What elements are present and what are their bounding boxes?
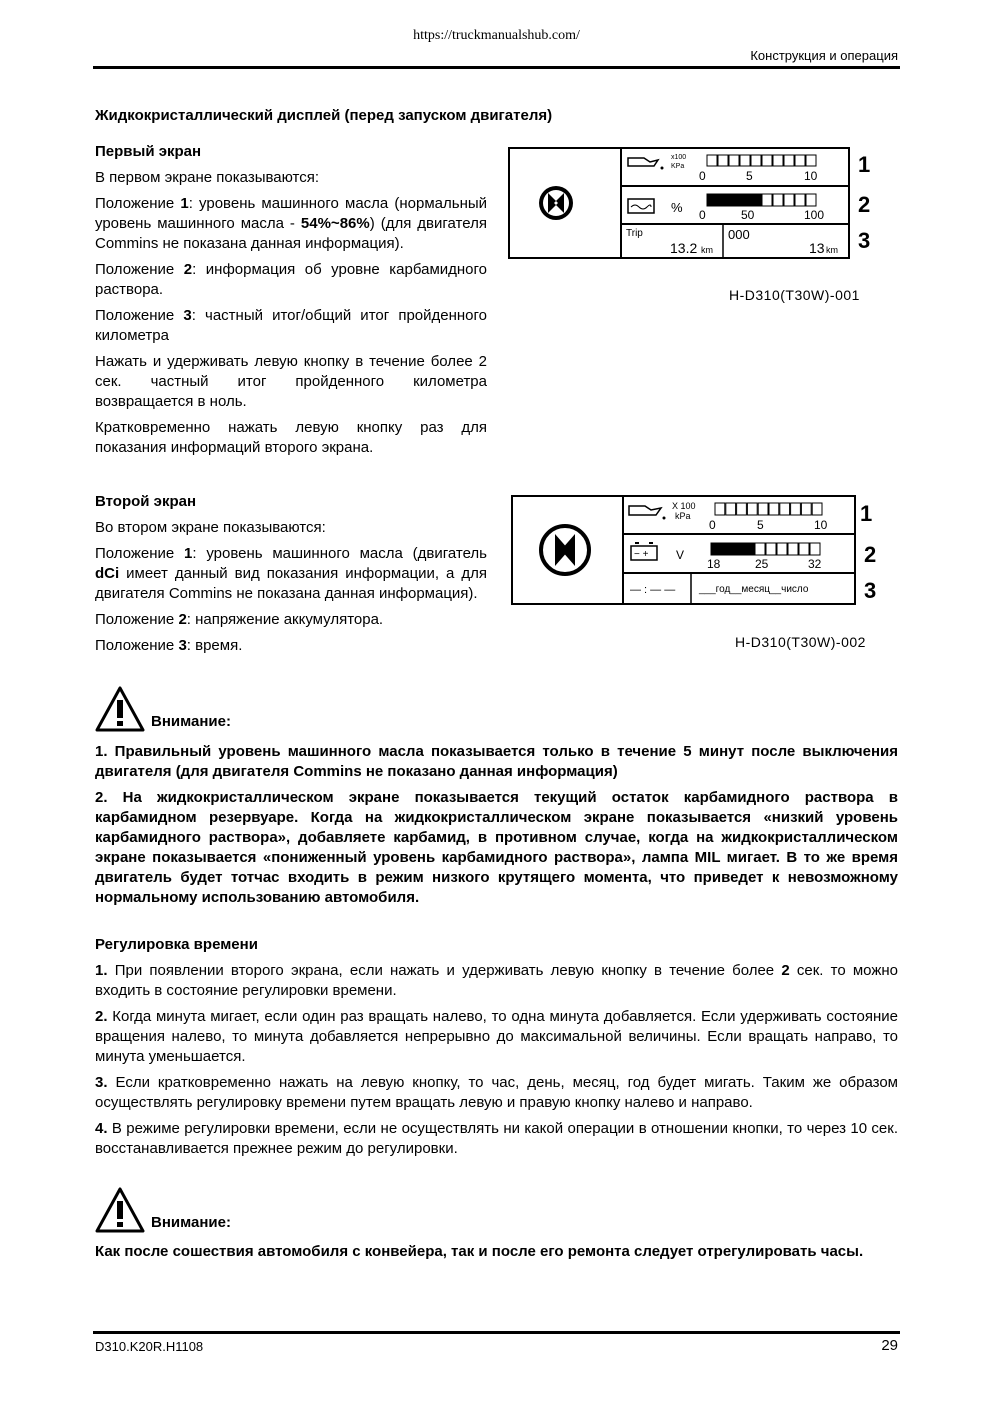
screen1-pos2: Положение 2: информация об уровне карбамидного раствора.: [95, 261, 488, 298]
time-adjust-section: [95, 935, 898, 1165]
urea-tick-100: 100: [804, 208, 825, 222]
page-title: Жидкокристаллический дисплей (перед запуском двигателя): [95, 107, 553, 124]
oil-unit-top: X 100: [672, 501, 696, 511]
svg-text:− +: − +: [634, 549, 649, 560]
bar-segment: [737, 503, 747, 515]
bar-segment: [729, 155, 739, 166]
bar-segment: [751, 194, 761, 206]
bar-segment: [740, 155, 750, 166]
screen2-text: [95, 492, 487, 662]
urea-level-bar: [707, 194, 816, 206]
total-right: 13: [809, 240, 825, 256]
bar-segment: [784, 155, 794, 166]
time-adjust-step-3: 3. Если кратковременно нажать на левую кнопку, то час, день, месяц, год будет мигать. Таким же образом осуществлять регулировку времени путем вращать левую и правую кнопку налево и направо.: [95, 1074, 898, 1111]
oil-unit-bottom: KPa: [671, 163, 685, 170]
screen1-pos3: Положение 3: частный итог/общий итог пройденного километра: [95, 307, 487, 344]
bar-segment: [707, 155, 717, 166]
bar-segment: [726, 503, 736, 515]
bar-segment: [795, 155, 805, 166]
screen1-hold: Нажать и удерживать левую кнопку в течение более 2 сек. частный итог пройденного километра возвращается в ноль.: [95, 353, 487, 410]
screen1-text: [95, 142, 487, 464]
bar-segment: [729, 194, 739, 206]
time-adjust-step-4: 4. В режиме регулировки времени, если не осуществлять ни какой операции в отношении кнопки, то через 10 сек. восстанавливается прежнее режим до регулировки.: [95, 1120, 898, 1157]
figure1-caption: H-D310(T30W)-001: [729, 287, 860, 303]
footer-rule: [93, 1331, 900, 1334]
bar-segment: [747, 503, 757, 515]
callout-2: 2: [864, 542, 877, 567]
warning1-item-1: 1. Правильный уровень машинного масла показывается только в течение 5 минут после выключения двигателя (для двигателя Commins не показано данная информация): [95, 743, 898, 780]
battery-icon: [631, 543, 657, 560]
screen2-pos3: Положение 3: время.: [95, 637, 243, 654]
bar-segment: [740, 194, 750, 206]
warning2-header: [95, 1187, 231, 1233]
warning1-label: Внимание:: [151, 713, 231, 730]
oil-tick-5: 5: [757, 518, 764, 532]
urea-unit: %: [671, 200, 683, 215]
time-adjust-heading: Регулировка времени: [95, 936, 258, 953]
bar-segment: [788, 543, 798, 555]
oil-tick-5: 5: [746, 169, 753, 183]
voltage-level-bar: [711, 543, 820, 555]
date-readout: ___год__месяц__число: [699, 584, 809, 595]
bar-segment: [722, 543, 732, 555]
bar-segment: [707, 194, 717, 206]
doc-code: D310.K20R.H1108: [95, 1339, 204, 1354]
oil-tick-0: 0: [699, 169, 706, 183]
oil-tick-0: 0: [709, 518, 716, 532]
bar-segment: [766, 543, 776, 555]
warning2-text: Как после сошествия автомобиля с конвейера, так и после его ремонта следует отрегулировать часы.: [95, 1243, 864, 1260]
screen1-lcd-figure: [508, 146, 888, 266]
bar-segment: [784, 194, 794, 206]
clock-readout: — : — —: [630, 584, 676, 596]
bar-segment: [762, 194, 772, 206]
bar-segment: [806, 194, 816, 206]
urea-tick-0: 0: [699, 208, 706, 222]
screen2-lcd-figure: [511, 494, 891, 610]
bar-segment: [758, 503, 768, 515]
screen2-intro: Во втором экране показываются:: [95, 519, 326, 536]
oil-level-bar: [715, 503, 822, 515]
oil-level-bar: [707, 155, 816, 166]
volt-unit: V: [676, 548, 685, 562]
callout-3: 3: [864, 578, 877, 603]
brand-logo-icon: [541, 526, 589, 574]
oil-can-icon: [628, 158, 664, 170]
bar-segment: [810, 543, 820, 555]
bar-segment: [718, 194, 728, 206]
warning1-header: [95, 686, 231, 732]
bar-segment: [806, 155, 816, 166]
bar-segment: [801, 503, 811, 515]
total-value: 000: [728, 227, 750, 242]
oil-tick-10: 10: [804, 169, 818, 183]
oil-unit-bottom: kPa: [675, 511, 691, 521]
bar-segment: [755, 543, 765, 555]
bar-segment: [791, 503, 801, 515]
figure2-caption: H-D310(T30W)-002: [735, 634, 866, 650]
bar-segment: [777, 543, 787, 555]
bar-segment: [812, 503, 822, 515]
screen2-pos1: Положение 1: уровень машинного масла (двигатель dCi имеет данный вид показания информации, а для двигателя Commins не показана данная информация).: [95, 545, 487, 602]
volt-tick-32: 32: [808, 557, 822, 571]
screen1-press: Кратковременно нажать левую кнопку раз для показания информаций второго экрана.: [95, 419, 487, 456]
warning2-body: [95, 1242, 898, 1268]
screen2-heading: Второй экран: [95, 493, 197, 510]
callout-2: 2: [858, 192, 871, 217]
bar-segment: [715, 503, 725, 515]
warning-triangle-icon: [95, 686, 145, 732]
screen2-pos2: Положение 2: напряжение аккумулятора.: [95, 611, 384, 628]
warning2-label: Внимание:: [151, 1214, 231, 1231]
bar-segment: [762, 155, 772, 166]
screen1-intro: В первом экране показываются:: [95, 169, 320, 186]
urea-tick-50: 50: [741, 208, 755, 222]
callout-1: 1: [860, 501, 873, 526]
header-rule: [93, 66, 900, 69]
screen1-pos1: Положение 1: уровень машинного масла (нормальный уровень машинного масла - 54%~86%) (для двигателя Commins не показана данная информация).: [95, 195, 488, 252]
time-adjust-step-1: 1. При появлении второго экрана, если нажать и удерживать левую кнопку в течение более 2 сек. то можно входить в состояние регулировки времени.: [95, 962, 899, 999]
bar-segment: [773, 155, 783, 166]
bar-segment: [733, 543, 743, 555]
oil-tick-10: 10: [814, 518, 828, 532]
screen1-heading: Первый экран: [95, 143, 202, 160]
bar-segment: [751, 155, 761, 166]
bar-segment: [780, 503, 790, 515]
source-url: https://truckmanualshub.com/: [413, 28, 580, 43]
trip-value: 13.2: [670, 240, 698, 256]
volt-tick-25: 25: [755, 557, 769, 571]
bar-segment: [795, 194, 805, 206]
trip-label: Trip: [626, 228, 643, 239]
bar-segment: [718, 155, 728, 166]
brand-logo-icon: [539, 186, 573, 220]
volt-tick-18: 18: [707, 557, 721, 571]
oil-unit-top: x100: [671, 154, 687, 161]
bar-segment: [773, 194, 783, 206]
bar-segment: [769, 503, 779, 515]
urea-tank-icon: [628, 199, 654, 213]
bar-segment: [799, 543, 809, 555]
bar-segment: [711, 543, 721, 555]
callout-3: 3: [858, 228, 871, 253]
warning-triangle-icon: [95, 1187, 145, 1233]
warning1-item-2: 2. На жидкокристаллическом экране показывается текущий остаток карбамидного раствора в карбамидном резервуаре. Когда на жидкокристаллическом экране показывается «низкий уровень карбамидного раствора», добавляете карбамид, в противном случае, когда на жидкокристаллическом экране показывается «пониженный уровень карбамидного раствора», лампа MIL мигает. В то же время двигатель будет тотчас входить в режим низкого крутящего момента, что приведет к невозможному нормальному использованию автомобиля.: [95, 789, 898, 906]
page-number: 29: [881, 1337, 898, 1354]
callout-1: 1: [858, 152, 871, 177]
warning1-body: [95, 742, 898, 914]
section-label: Конструкция и операция: [750, 48, 898, 63]
time-adjust-step-2: 2. Когда минута мигает, если один раз вращать налево, то одна минута добавляется. Если удерживать состояние вращения налево, то минута добавляется непрерывно до максимальной величины. Если вращать направо, то минута уменьшается.: [95, 1008, 898, 1065]
total-unit: km: [826, 245, 838, 255]
bar-segment: [744, 543, 754, 555]
trip-unit: km: [701, 245, 713, 255]
oil-can-icon: [629, 506, 666, 520]
